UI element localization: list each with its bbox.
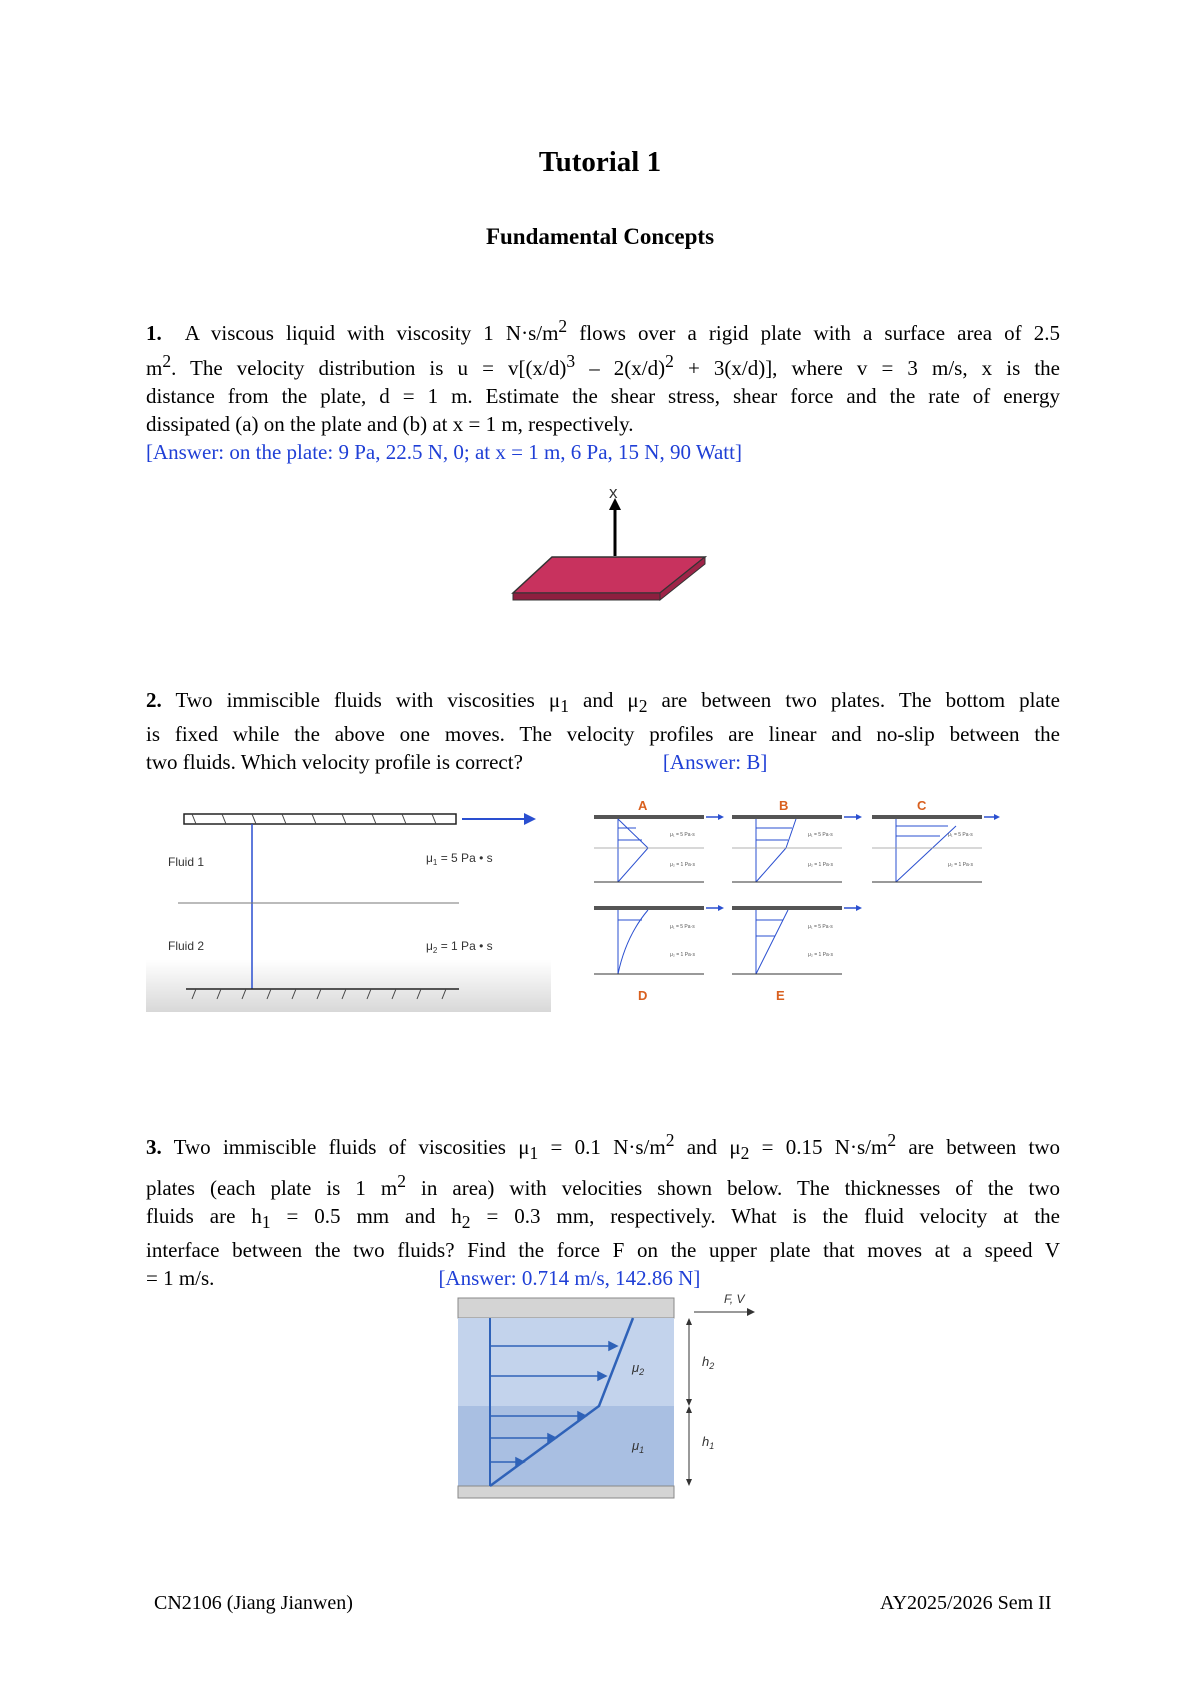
two-fluid-figure [146,800,551,1012]
question-3 [146,1126,1060,1292]
q3-line-4: interface between the two fluids? Find the force F on the upper plate that moves at a speed V [146,1238,1060,1263]
lower-plate [458,1486,674,1498]
q2-line-1: 2. Two immiscible fluids with viscosities $\mu_1$ and $\mu_2$ are between two plates. The bottom plate [146,688,1060,717]
q1-line-3: distance from the plate, d = 1 m. Estimate the shear stress, shear force and the rate of energy [146,384,1060,408]
mu2-region-label: $\mu_2$ [632,1360,645,1377]
q3-number: 3. [146,1135,162,1159]
x-axis-label: x [609,483,618,502]
option-b-label: B [779,798,789,813]
moving-top-plate [184,814,456,824]
q1-line-4: dissipated (a) on the plate and (b) at x = 1 m, respectively. [146,412,634,436]
force-velocity-label: F, V [724,1292,745,1306]
q3-line-1: 3. Two immiscible fluids of viscosities $\mu_1 = 0.1$ $N\cdot s/m^2$ and $\mu_2 = 0.15$ $N\cdot s/m^2$ are between two [146,1130,1061,1164]
svg-text:μ₂ = 1 Pa·s: μ₂ = 1 Pa·s [808,862,833,868]
footer-term: AY2025/2026 Sem II [880,1592,1052,1614]
svg-text:μ₁ = 5 Pa·s: μ₁ = 5 Pa·s [808,924,833,930]
fluid-2-label: Fluid 2 [168,939,205,953]
q3-line-2: plates (each plate is 1 $m^2$ in area) with velocities shown below. The thicknesses of the two [146,1171,1060,1201]
q3-line-5: = 1 m/s. [Answer: 0.714 m/s, 142.86 N] [146,1266,701,1291]
svg-text:μ₁ = 5 Pa·s: μ₁ = 5 Pa·s [808,832,833,838]
option-d-panel [594,905,724,1003]
option-e-panel [732,905,862,1003]
mu2-label: $\mu_2 = 1$ Pa • s [426,939,493,955]
option-e-label: E [776,988,785,1003]
upper-plate-arrow [747,1308,755,1316]
rigid-plate-front [513,593,660,600]
q2-number: 2. [146,688,162,712]
question-2 [146,686,1060,776]
svg-text:μ₂ = 1 Pa·s: μ₂ = 1 Pa·s [808,952,833,958]
page-title: Tutorial 1 [538,146,662,178]
option-c-panel [872,798,1000,882]
option-a-label: A [638,798,648,813]
option-d-label: D [638,988,648,1003]
svg-text:μ₁ = 5 Pa·s: μ₁ = 5 Pa·s [948,832,973,838]
q1-answer: [Answer: on the plate: 9 Pa, 22.5 N, 0; at x = 1 m, 6 Pa, 15 N, 90 Watt] [146,440,742,464]
q1-line-2: $m^2$. The velocity distribution is $u = v[(x/d)^3 - 2(x/d)^2 + 3(x/d)]$, where v = 3 m/s, x is the [146,351,1061,380]
option-c-label: C [917,798,927,813]
question-1 [146,312,1060,466]
fluid-1-label: Fluid 1 [168,855,205,869]
q2-line-2: is fixed while the above one moves. The velocity profiles are linear and no-slip between the [146,722,1060,747]
svg-text:μ₂ = 1 Pa·s: μ₂ = 1 Pa·s [670,862,695,868]
plate-figure [505,478,715,608]
option-a-panel [594,798,724,882]
profile-options-figure [586,796,1006,1010]
footer-course: CN2106 (Jiang Jianwen) [154,1592,353,1614]
svg-text:μ₂ = 1 Pa·s: μ₂ = 1 Pa·s [670,952,695,958]
interface-velocity-figure [456,1290,766,1504]
svg-text:μ₁ = 5 Pa·s: μ₁ = 5 Pa·s [670,924,695,930]
q1-number: 1. [146,321,162,345]
q3-line-3: fluids are $h_1 = 0.5$ mm and $h_2 = 0.3$ mm, respectively. What is the fluid velocity at the [146,1204,1060,1233]
mu1-label: $\mu_1 = 5$ Pa • s [426,851,493,867]
option-b-panel [732,798,862,882]
svg-text:μ₁ = 5 Pa·s: μ₁ = 5 Pa·s [670,832,695,838]
q2-line-3: two fluids. Which velocity profile is correct? [Answer: B] [146,750,768,775]
svg-text:μ₂ = 1 Pa·s: μ₂ = 1 Pa·s [948,862,973,868]
q2-answer: [Answer: B] [662,750,768,775]
upper-plate [458,1298,674,1318]
page-subtitle: Fundamental Concepts [485,224,715,249]
h1-label: $h_1$ [702,1434,715,1451]
q1-line-1: 1. A viscous liquid with viscosity 1 $N\cdot s/m^2$ flows over a rigid plate with a surface area of 2.5 [146,316,1061,345]
q3-answer: [Answer: 0.714 m/s, 142.86 N] [438,1266,701,1291]
h2-label: $h_2$ [702,1354,715,1371]
mu1-region-label: $\mu_1$ [632,1438,645,1455]
